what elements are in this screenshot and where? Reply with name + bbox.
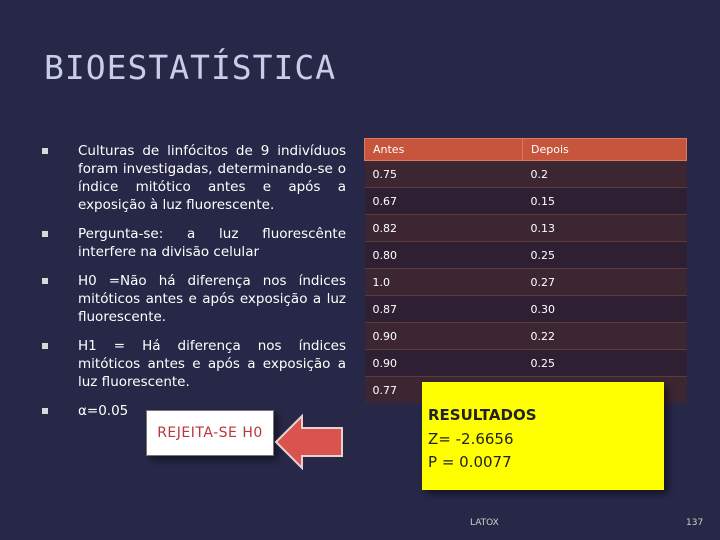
footer-text: LATOX — [470, 518, 499, 528]
results-z-value: Z= -2.6656 — [428, 430, 514, 448]
table-row — [365, 323, 687, 350]
bullet-square-icon — [42, 408, 48, 414]
column-header-antes: Antes — [365, 139, 523, 161]
bullet-item — [42, 272, 346, 326]
table-row — [365, 242, 687, 269]
bullet-text: Pergunta-se: a luz fluorescênte interfere na divisão celular — [78, 226, 346, 260]
results-heading: RESULTADOS — [428, 406, 537, 424]
table-cell: 0.13 — [523, 215, 687, 242]
table-row — [365, 215, 687, 242]
bullet-text: H1 = Há diferença nos índices mitóticos antes e após a exposição a luz fluorescente. — [78, 338, 346, 390]
results-box — [422, 382, 664, 490]
bullet-square-icon — [42, 343, 48, 349]
table-cell: 0.82 — [365, 215, 523, 242]
bullet-text: H0 =Não há diferença nos índices mitóticos antes e após exposição a luz fluorescente. — [78, 273, 346, 325]
column-header-depois: Depois — [523, 139, 687, 161]
table-cell: 0.27 — [523, 269, 687, 296]
table-row — [365, 161, 687, 188]
table-cell: 0.2 — [523, 161, 687, 188]
table-cell: 1.0 — [365, 269, 523, 296]
table-cell: 0.15 — [523, 188, 687, 215]
slide-title: BIOESTATÍSTICA — [44, 48, 337, 87]
bullet-square-icon — [42, 278, 48, 284]
table-row — [365, 296, 687, 323]
table-row — [365, 269, 687, 296]
table-cell: 0.30 — [523, 296, 687, 323]
table-cell: 0.67 — [365, 188, 523, 215]
table-row — [365, 350, 687, 377]
table-header-row — [365, 139, 687, 161]
table-cell: 0.80 — [365, 242, 523, 269]
page-number: 137 — [686, 518, 704, 528]
data-table — [364, 138, 687, 403]
table-cell: 0.25 — [523, 350, 687, 377]
bullet-square-icon — [42, 148, 48, 154]
reject-h0-box: REJEITA-SE H0 — [146, 410, 274, 456]
bullet-text: Culturas de linfócitos de 9 indivíduos foram investigadas, determinando-se o índice mitótico antes e após a exposição à luz fluorescente. — [78, 143, 346, 213]
results-p-value: P = 0.0077 — [428, 453, 512, 471]
left-arrow-icon — [274, 414, 344, 470]
table-cell: 0.75 — [365, 161, 523, 188]
bullet-square-icon — [42, 231, 48, 237]
bullet-text: α=0.05 — [78, 403, 129, 419]
table-cell: 0.90 — [365, 350, 523, 377]
table-cell: 0.77 — [365, 377, 523, 404]
bullet-list — [42, 142, 346, 431]
table-cell: 0.90 — [365, 323, 523, 350]
bullet-item — [42, 337, 346, 391]
bullet-item — [42, 225, 346, 261]
bullet-item — [42, 142, 346, 214]
table-row — [365, 188, 687, 215]
table-cell: 0.87 — [365, 296, 523, 323]
table-cell: 0.22 — [523, 323, 687, 350]
table-cell: 0.25 — [523, 242, 687, 269]
